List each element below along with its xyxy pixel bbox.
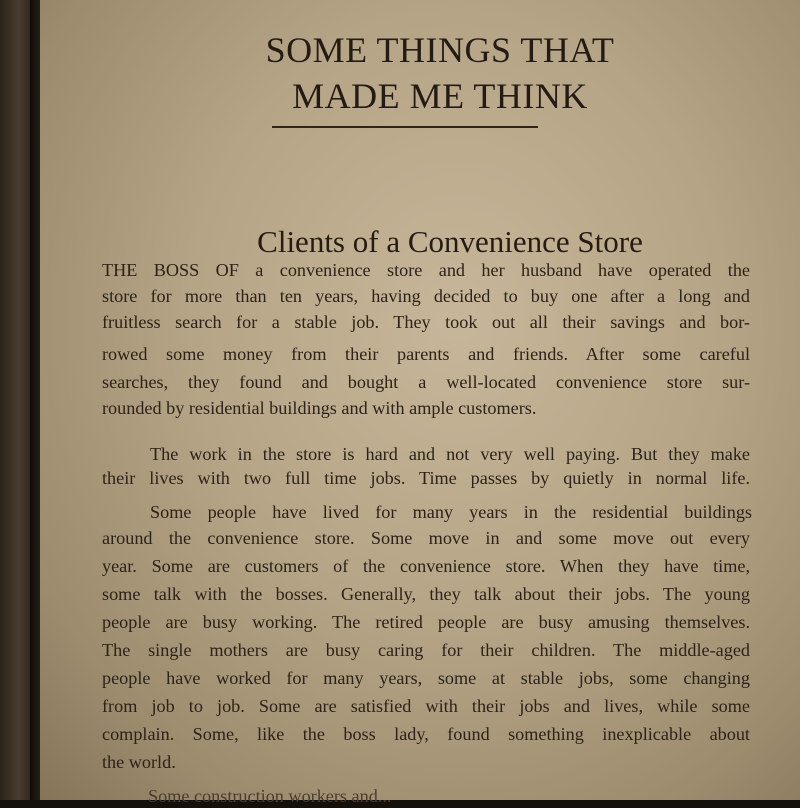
- body-line: The single mothers are busy caring for their children. The middle-aged: [102, 640, 750, 660]
- body-line: their lives with two full time jobs. Time passes by quietly in normal life.: [102, 468, 750, 488]
- chapter-title-line-2: MADE ME THINK: [292, 76, 588, 116]
- body-line: Some people have lived for many years in the residential buildings: [150, 502, 752, 522]
- body-line: some talk with the bosses. Generally, they talk about their jobs. The young: [102, 584, 750, 604]
- body-line: searches, they found and bought a well-located convenience store sur-: [102, 372, 750, 392]
- body-line: the world.: [102, 752, 176, 772]
- body-line: people are busy working. The retired people are busy amusing themselves.: [102, 612, 750, 632]
- body-line: people have worked for many years, some at stable jobs, some changing: [102, 668, 750, 688]
- body-line: from job to job. Some are satisfied with their jobs and lives, while some: [102, 696, 750, 716]
- body-line: complain. Some, like the boss lady, found something inexplicable about: [102, 724, 750, 744]
- body-line: rounded by residential buildings and with ample customers.: [102, 398, 537, 418]
- body-line: store for more than ten years, having decided to buy one after a long and: [102, 286, 750, 306]
- book-page: [40, 0, 800, 806]
- body-line: THE BOSS OF a convenience store and her husband have operated the: [102, 260, 750, 280]
- body-line: fruitless search for a stable job. They took out all their savings and bor-: [102, 312, 750, 332]
- body-line: around the convenience store. Some move in and some move out every: [102, 528, 750, 548]
- body-line: rowed some money from their parents and friends. After some careful: [102, 344, 750, 364]
- title-divider: [272, 126, 538, 128]
- previous-page-edge: [0, 0, 34, 800]
- chapter-title-line-1: SOME THINGS THAT: [265, 30, 615, 70]
- body-line-partial: Some construction workers and...: [148, 786, 392, 806]
- section-title: Clients of a Convenience Store: [257, 224, 643, 259]
- body-line: year. Some are customers of the convenience store. When they have time,: [102, 556, 750, 576]
- body-line: The work in the store is hard and not very well paying. But they make: [150, 444, 750, 464]
